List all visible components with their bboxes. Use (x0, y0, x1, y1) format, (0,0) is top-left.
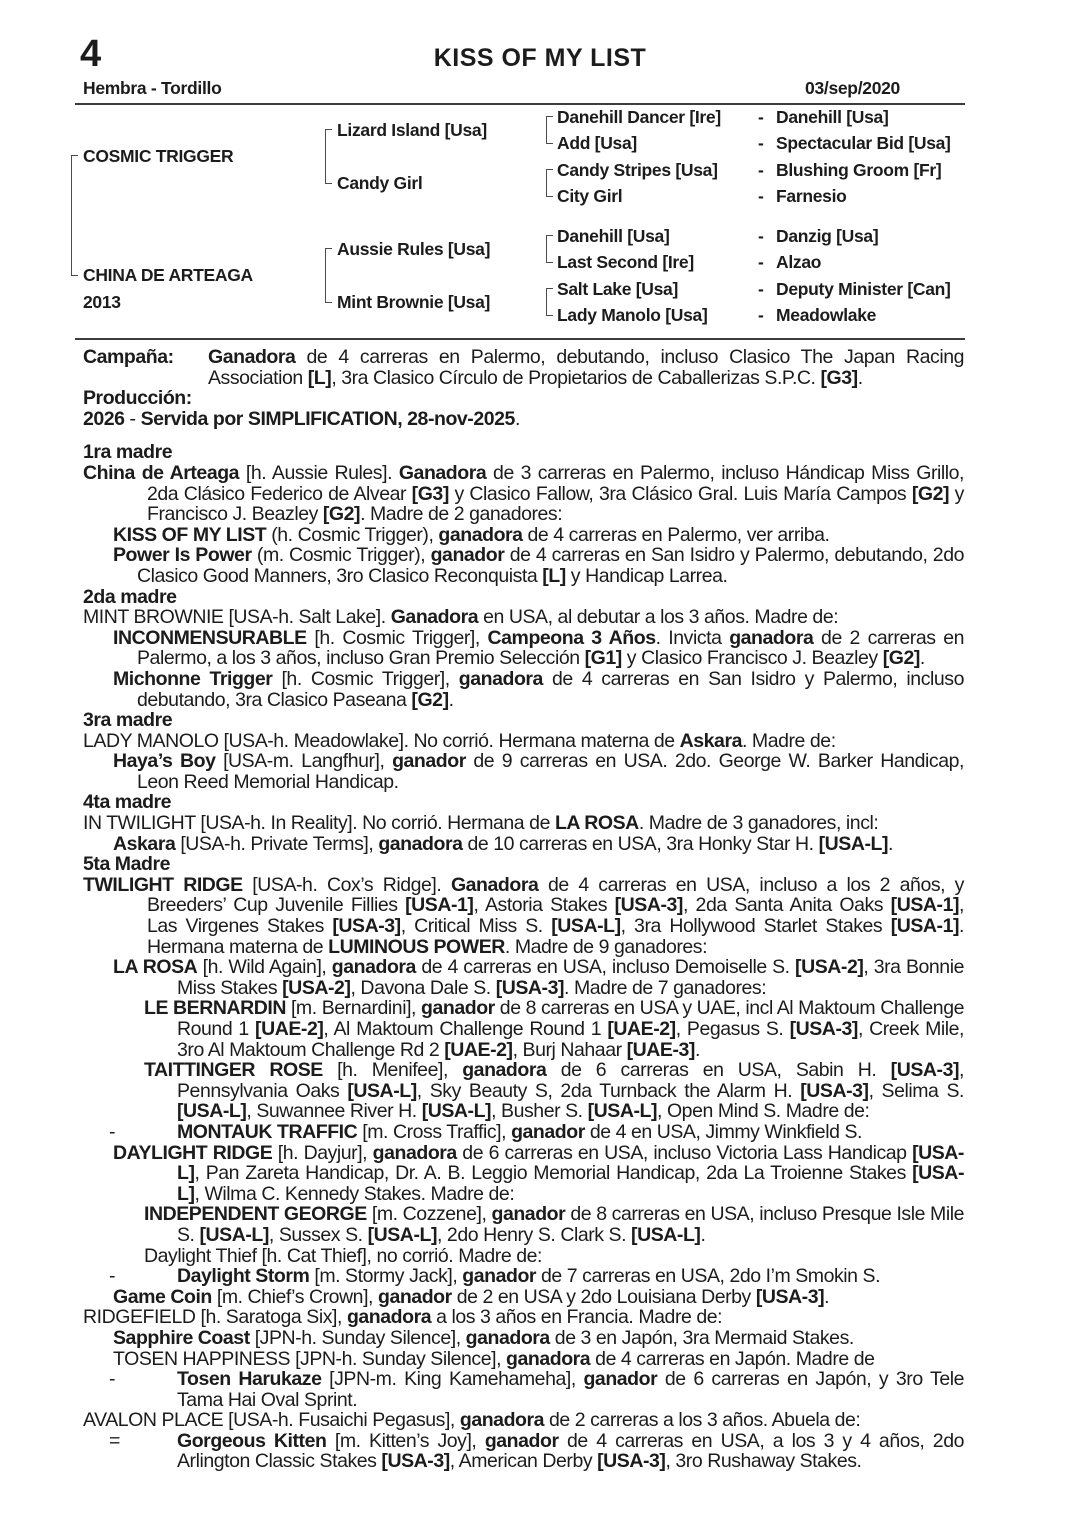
bold-text-run: [USA-3] (800, 1079, 869, 1102)
gen4-name: Farnesio (776, 186, 847, 206)
text-run: , 2da Santa Anita Oaks (682, 894, 891, 917)
bold-text-run: ganadora (458, 667, 543, 690)
text-run: de 8 carreras en USA y UAE, incl Al Maktoum Challenge Round 1 (177, 997, 964, 1040)
bold-text-run: [USA-L] (367, 1223, 437, 1246)
bold-text-run: ganador (462, 1265, 537, 1288)
text-run: . (448, 688, 454, 711)
bold-text-run: [G3] (820, 366, 858, 389)
pedigree-note-paragraph (83, 1266, 964, 1287)
pedigree-note-paragraph (83, 1349, 964, 1370)
lot-number: 4 (80, 33, 101, 75)
text-run: . Madre de 9 ganadores: (504, 935, 708, 958)
gen3-name: Danehill [Usa] (557, 226, 670, 246)
text-run: . Madre de 2 ganadores: (360, 503, 563, 526)
text-run: y Clasico Fallow, 3ra Clásico Gral. Luis María Campos (448, 482, 912, 505)
sibling-marker: = (109, 1429, 120, 1452)
bold-text-run: [USA-3] (755, 1285, 825, 1308)
text-run: de 6 carreras en USA, Sabin H. (546, 1059, 891, 1082)
bold-text-run: Power Is Power (113, 544, 252, 567)
bold-text-run: KISS OF MY LIST (113, 523, 267, 546)
campaign-text (208, 346, 964, 389)
bold-text-run: [USA-L] (347, 1079, 417, 1102)
sibling-marker: - (109, 1120, 116, 1143)
text-run: . (694, 1038, 700, 1061)
text-run: y Clasico Francisco J. Beazley (621, 647, 883, 670)
text-run: , Burj Nahaar (512, 1038, 627, 1061)
bold-text-run: [G2] (411, 688, 449, 711)
bold-text-run: [L] (542, 564, 566, 587)
bold-text-run: Ganadora (398, 461, 487, 484)
gen4-dash: - (758, 160, 764, 180)
bold-text-run: [USA-3] (890, 1059, 960, 1082)
pedigree-note-paragraph (83, 957, 964, 998)
gen2-name: Lizard Island [Usa] (337, 120, 487, 140)
produce-record (83, 442, 964, 1472)
bold-text-run: TWILIGHT RIDGE (83, 873, 243, 896)
text-run: RIDGEFIELD [h. Saratoga Six], (83, 1306, 347, 1329)
bold-text-run: ganadora (465, 1326, 550, 1349)
text-run: . (888, 832, 893, 855)
text-run: [JPN-h. Sunday Silence], (249, 1326, 466, 1349)
text-run: [m. Chief’s Crown], (211, 1285, 378, 1308)
text-run: . Hermana materna de (147, 915, 965, 958)
bold-text-run: [USA-L] (587, 1100, 658, 1123)
bold-text-run: INDEPENDENT GEORGE (144, 1203, 367, 1226)
bold-text-run: [G2] (911, 482, 950, 505)
pedigree-note-paragraph (83, 1369, 964, 1410)
text-run: de 9 carreras en USA. 2do. George W. Barker Handicap, Leon Reed Memorial Handicap. (137, 750, 964, 793)
text-run: de 4 carreras en USA, incluso a los 2 años, y Breeders’ Cup Juvenile Fillies (147, 873, 964, 917)
pedigree-note-paragraph (83, 751, 964, 792)
bold-text-run: Game Coin (113, 1285, 212, 1308)
gen4-dash: - (758, 252, 764, 272)
gen4-dash: - (758, 305, 764, 325)
bold-text-run: Ganadora (208, 346, 296, 368)
bold-text-run: ganador (377, 1285, 452, 1308)
bold-text-run: Daylight Storm (177, 1265, 310, 1288)
bold-text-run: Tosen Harukaze (177, 1368, 322, 1391)
gen2-name: Candy Girl (337, 173, 423, 193)
bold-text-run: [UAE-2] (444, 1038, 513, 1061)
gen3-name: Danehill Dancer [Ire] (557, 107, 721, 127)
text-run: de 2 carreras en Palermo, a los 3 años, incluso Gran Premio Selección (137, 626, 964, 670)
catalog-body (83, 347, 964, 1472)
text-run: [m. Bernardini], (285, 997, 422, 1020)
sex-color-label: Hembra - Tordillo (83, 78, 222, 98)
gen4-name: Meadowlake (776, 305, 877, 325)
pedigree-bracket (546, 116, 553, 144)
bold-text-run: LA ROSA (113, 956, 198, 979)
pedigree-note-paragraph (83, 669, 964, 710)
text-run: [m. Stormy Jack], (309, 1265, 463, 1288)
text-run: de 8 carreras en USA, incluso Presque Isle Mile S. (177, 1203, 965, 1246)
bold-text-run: ganador (392, 750, 466, 773)
text-run: [h. Cosmic Trigger], (306, 626, 488, 649)
campaign-label: Campaña: (83, 346, 174, 368)
text-run: , Pan Zareta Handicap, Dr. A. B. Leggio Memorial Handicap, 2da La Troienne Stakes (194, 1162, 913, 1185)
pedigree-note-paragraph (83, 731, 964, 752)
pedigree-bracket (325, 248, 332, 303)
bold-text-run: [USA-3] (495, 976, 565, 999)
text-run: , 3ra Hollywood Starlet Stakes (620, 915, 891, 938)
bold-text-run: ganadora (459, 1409, 545, 1432)
text-run: , Wilma C. Kennedy Stakes. Madre de: (194, 1182, 515, 1205)
text-run: [m. Cross Traffic], (357, 1120, 512, 1143)
bold-text-run: ganadora (506, 1347, 591, 1370)
text-run: de 4 carreras en San Isidro y Palermo, debutando, 2do Clasico Good Manners, 3ro Clasico Reconquista (137, 544, 964, 587)
text-run: , Las Virgenes Stakes (147, 894, 964, 938)
text-run: . Madre de 7 ganadores: (564, 976, 767, 999)
gen1-name: COSMIC TRIGGER (83, 146, 234, 166)
bold-text-run: ganadora (438, 523, 523, 546)
gen3-name: Add [Usa] (557, 133, 637, 153)
sibling-marker: - (109, 1265, 116, 1288)
bold-text-run: TAITTINGER ROSE (144, 1059, 323, 1082)
bold-text-run: Sapphire Coast (113, 1326, 250, 1349)
text-run: [m. Kitten’s Joy], (326, 1429, 485, 1452)
text-run: , Selima S. (868, 1079, 964, 1102)
page-title: KISS OF MY LIST (433, 44, 647, 72)
text-run: . Invicta (655, 626, 730, 649)
text-run: de 3 carreras en Palermo, incluso Hándicap Miss Grillo, 2da Clásico Federico de Alvear (147, 461, 964, 505)
pedigree-bracket (71, 155, 78, 276)
bold-text-run: [USA-1] (890, 915, 960, 938)
text-run: de 4 carreras en USA, a los 3 y 4 años, 2do Arlington Classic Stakes (177, 1429, 964, 1473)
text-run: , Al Maktoum Challenge Round 1 (323, 1018, 608, 1040)
gen4-name: Spectacular Bid [Usa] (776, 133, 951, 153)
pedigree-note-paragraph (83, 1143, 964, 1205)
text-run: [JPN-m. King Kamehameha], (321, 1368, 584, 1391)
bold-text-run: [USA-3] (332, 915, 401, 938)
bold-text-run: LUMINOUS POWER (328, 935, 505, 958)
text-run: , Critical Miss S. (400, 915, 552, 938)
text-run: AVALON PLACE [USA-h. Fusaichi Pegasus], (83, 1409, 460, 1432)
text-run: , 3ra Bonnie Miss Stakes (177, 956, 964, 999)
bold-text-run: ganador (484, 1429, 559, 1452)
bold-text-run: [USA-L] (421, 1100, 492, 1123)
text-run: , Sky Beauty S, 2da Turnback the Alarm H. (416, 1079, 801, 1102)
text-run: , Astoria Stakes (473, 894, 615, 917)
bold-text-run: 2026 (83, 407, 125, 430)
text-run: [h. Aussie Rules]. (239, 461, 399, 484)
text-run: . Madre de: (741, 729, 836, 752)
bold-text-run: Askara (679, 729, 742, 752)
bold-text-run: [G2] (322, 503, 361, 526)
pedigree-note-paragraph (83, 1246, 964, 1267)
pedigree-note-paragraph (83, 1307, 964, 1328)
madre-section-heading: 4ta madre (83, 791, 172, 814)
bold-text-run: [USA-2] (282, 976, 351, 999)
text-run: de 4 carreras en USA, incluso Demoiselle S. (415, 956, 796, 979)
text-run: [h. Dayjur], (272, 1141, 373, 1164)
madre-section-heading: 2da madre (83, 585, 177, 608)
bold-text-run: [G3] (411, 482, 449, 505)
bold-text-run: [USA-2] (795, 956, 864, 979)
text-run: Daylight Thief [h. Cat Thief], no corrió. Madre de: (144, 1244, 542, 1267)
bold-text-run: LA ROSA (554, 812, 639, 835)
madre-section-heading: 5ta Madre (83, 853, 170, 876)
gen2-name: Aussie Rules [Usa] (337, 239, 491, 259)
pedigree-divider (75, 338, 965, 340)
production-line (83, 409, 964, 430)
text-run: TOSEN HAPPINESS [JPN-h. Sunday Silence], (113, 1347, 507, 1370)
bold-text-run: ganadora (331, 956, 416, 979)
bold-text-run: [USA-L] (551, 915, 621, 938)
bold-text-run: [USA-1] (890, 894, 960, 917)
bold-text-run: [USA-3] (789, 1018, 858, 1040)
bold-text-run: ganadora (462, 1059, 547, 1082)
text-run: , Busher S. (491, 1100, 588, 1123)
pedigree-note-paragraph (83, 1287, 964, 1308)
text-run: , Suwannee River H. (246, 1100, 422, 1123)
text-run: [m. Cozzene], (366, 1203, 492, 1226)
pedigree-note-paragraph (83, 1204, 964, 1245)
bold-text-run: [UAE-2] (255, 1018, 324, 1040)
text-run: de 6 carreras en USA, incluso Victoria Lass Handicap (456, 1141, 913, 1164)
bold-text-run: [USA-L] (177, 1162, 964, 1205)
gen3-name: Last Second [Ire] (557, 252, 694, 272)
bold-text-run: [USA-L] (199, 1223, 269, 1246)
gen4-dash: - (758, 133, 764, 153)
text-run: , 2do Henry S. Clark S. (437, 1223, 632, 1246)
pedigree-note-paragraph (83, 875, 964, 957)
text-run: y Francisco J. Beazley (147, 482, 964, 526)
gen4-name: Danehill [Usa] (776, 107, 889, 127)
gen4-name: Danzig [Usa] (776, 226, 879, 246)
pedigree-bracket (325, 129, 332, 184)
pedigree-note-paragraph (83, 463, 964, 525)
bold-text-run: Michonne Trigger (113, 667, 273, 690)
bold-text-run: ganadora (729, 626, 814, 649)
gen3-name: City Girl (557, 186, 623, 206)
text-run: [USA-h. Cox’s Ridge]. (242, 873, 451, 896)
gen4-name: Blushing Groom [Fr] (776, 160, 942, 180)
gen2-name: Mint Brownie [Usa] (337, 292, 491, 312)
bold-text-run: [USA-3] (614, 894, 683, 917)
gen3-name: Candy Stripes [Usa] (557, 160, 718, 180)
bold-text-run: [USA-L] (177, 1141, 964, 1185)
text-run: IN TWILIGHT [USA-h. In Reality]. No corrió. Hermana de (83, 812, 555, 835)
bold-text-run: ganador (430, 544, 505, 567)
madre-section-heading: 1ra madre (83, 441, 173, 464)
madre-section-heading: 3ra madre (83, 709, 173, 732)
bold-text-run: [G2] (882, 647, 920, 670)
bold-text-run: Ganadora (450, 873, 539, 896)
text-run: de 4 en USA, Jimmy Winkfield S. (584, 1120, 862, 1143)
text-run: MINT BROWNIE [USA-h. Salt Lake]. (83, 606, 391, 629)
bold-text-run: [USA-L] (631, 1223, 701, 1246)
bold-text-run: ganadora (378, 832, 463, 855)
production-label: Producción: (83, 387, 192, 410)
pedigree-table (0, 103, 1080, 338)
bold-text-run: ganador (491, 1203, 566, 1226)
pedigree-note-paragraph (83, 1328, 964, 1349)
bold-text-run: Campeona 3 Años (487, 626, 656, 649)
text-run: de 2 en USA y 2do Louisiana Derby (451, 1285, 756, 1308)
bold-text-run: INCONMENSURABLE (113, 626, 307, 649)
text-run: de 4 carreras en Palermo, debutando, incluso Clasico The Japan Racing Association (208, 346, 964, 389)
text-run: , Pegasus S. (675, 1018, 790, 1040)
text-run: . (700, 1223, 706, 1246)
bold-text-run: ganador (421, 997, 495, 1020)
text-run: . (919, 647, 925, 670)
pedigree-bracket (546, 235, 553, 263)
bold-text-run: China de Arteaga (83, 461, 240, 484)
text-run: [USA-h. Private Terms], (175, 832, 379, 855)
gen4-dash: - (758, 186, 764, 206)
pedigree-note-paragraph (83, 834, 964, 855)
bold-text-run: [L] (307, 366, 332, 389)
text-run: . Madre de 3 ganadores, incl: (638, 812, 879, 835)
bold-text-run: ganador (511, 1120, 585, 1143)
bold-text-run: Ganadora (390, 606, 479, 629)
bold-text-run: Gorgeous Kitten (177, 1429, 327, 1452)
pedigree-note-paragraph (83, 1410, 964, 1431)
text-run: [USA-m. Langfhur], (215, 750, 393, 773)
text-run: de 10 carreras en USA, 3ra Honky Star H. (462, 832, 819, 855)
bold-text-run: DAYLIGHT RIDGE (113, 1141, 273, 1164)
bold-text-run: Haya’s Boy (113, 750, 216, 773)
text-run: de 4 carreras en San Isidro y Palermo, incluso debutando, 3ra Clasico Paseana (137, 667, 964, 711)
text-run: de 6 carreras en Japón, y 3ro Tele Tama Hai Oval Sprint. (177, 1368, 964, 1411)
text-run: , Sussex S. (268, 1223, 368, 1246)
pedigree-note-paragraph (83, 1060, 964, 1122)
text-run: [h. Cosmic Trigger], (272, 667, 459, 690)
gen3-name: Salt Lake [Usa] (557, 279, 678, 299)
bold-text-run: [USA-3] (381, 1450, 450, 1473)
campaign-paragraph (83, 347, 964, 388)
pedigree-note-paragraph (83, 607, 964, 628)
text-run: de 3 en Japón, 3ra Mermaid Stakes. (549, 1326, 854, 1349)
gen1-year: 2013 (83, 292, 121, 312)
pedigree-note-paragraph (83, 525, 964, 546)
gen4-dash: - (758, 226, 764, 246)
gen4-name: Alzao (776, 252, 822, 272)
text-run: , Creek Mile, 3ro Al Maktoum Challenge Rd 2 (177, 1018, 965, 1061)
text-run: . (514, 407, 520, 430)
pedigree-note-paragraph (83, 1122, 964, 1143)
gen4-name: Deputy Minister [Can] (776, 279, 951, 299)
sibling-marker: - (109, 1368, 116, 1391)
text-run: , 3ro Rushaway Stakes. (665, 1450, 862, 1473)
text-run: . (857, 366, 863, 389)
bold-text-run: [UAE-3] (626, 1038, 695, 1061)
pedigree-bracket (546, 169, 553, 197)
bold-text-run: [G1] (584, 647, 622, 670)
text-run: - (124, 407, 141, 430)
text-run: , 3ra Clasico Círculo de Propietarios de Caballerizas S.P.C. (331, 366, 821, 389)
gen4-dash: - (758, 107, 764, 127)
bold-text-run: [USA-L] (177, 1100, 247, 1123)
text-run: de 2 carreras a los 3 años. Abuela de: (544, 1409, 861, 1432)
text-run: (m. Cosmic Trigger), (251, 544, 431, 567)
text-run: . (824, 1285, 830, 1308)
foaling-date: 03/sep/2020 (805, 78, 900, 98)
bold-text-run: MONTAUK TRAFFIC (177, 1120, 358, 1143)
pedigree-note-paragraph (83, 813, 964, 834)
text-run: de 4 carreras en Palermo, ver arriba. (522, 523, 830, 546)
text-run: LADY MANOLO [USA-h. Meadowlake]. No corrió. Hermana materna de (83, 729, 680, 752)
pedigree-note-paragraph (83, 545, 964, 586)
text-run: de 7 carreras en USA, 2do I’m Smokin S. (536, 1265, 881, 1288)
bold-text-run: [USA-L] (818, 832, 889, 855)
bold-text-run: ganador (583, 1368, 658, 1391)
text-run: y Handicap Larrea. (565, 564, 728, 587)
bold-text-run: Askara (113, 832, 176, 855)
gen1-name: CHINA DE ARTEAGA (83, 265, 253, 285)
bold-text-run: ganadora (346, 1306, 432, 1329)
text-run: (h. Cosmic Trigger), (266, 523, 439, 546)
pedigree-bracket (546, 288, 553, 316)
bold-text-run: LE BERNARDIN (144, 997, 286, 1020)
gen4-dash: - (758, 279, 764, 299)
pedigree-note-paragraph (83, 1431, 964, 1472)
bold-text-run: [USA-3] (597, 1450, 666, 1473)
text-run: [h. Wild Again], (197, 956, 332, 979)
text-run: de 4 carreras en Japón. Madre de (590, 1347, 875, 1370)
gen3-name: Lady Manolo [Usa] (557, 305, 708, 325)
text-run: , Open Mind S. Madre de: (657, 1100, 870, 1123)
bold-text-run: [USA-1] (405, 894, 474, 917)
text-run: [h. Menifee], (322, 1059, 463, 1082)
bold-text-run: [UAE-2] (607, 1018, 676, 1040)
pedigree-note-paragraph (83, 628, 964, 669)
text-run: a los 3 años en Francia. Madre de: (431, 1306, 723, 1329)
bold-text-run: ganadora (372, 1141, 457, 1164)
text-run: , Pennsylvania Oaks (177, 1059, 964, 1102)
bold-text-run: Servida por SIMPLIFICATION, 28-nov-2025 (140, 407, 515, 430)
text-run: , American Derby (449, 1450, 598, 1473)
pedigree-note-paragraph (83, 998, 964, 1060)
text-run: en USA, al debutar a los 3 años. Madre de: (478, 606, 839, 629)
text-run: , Davona Dale S. (350, 976, 496, 999)
